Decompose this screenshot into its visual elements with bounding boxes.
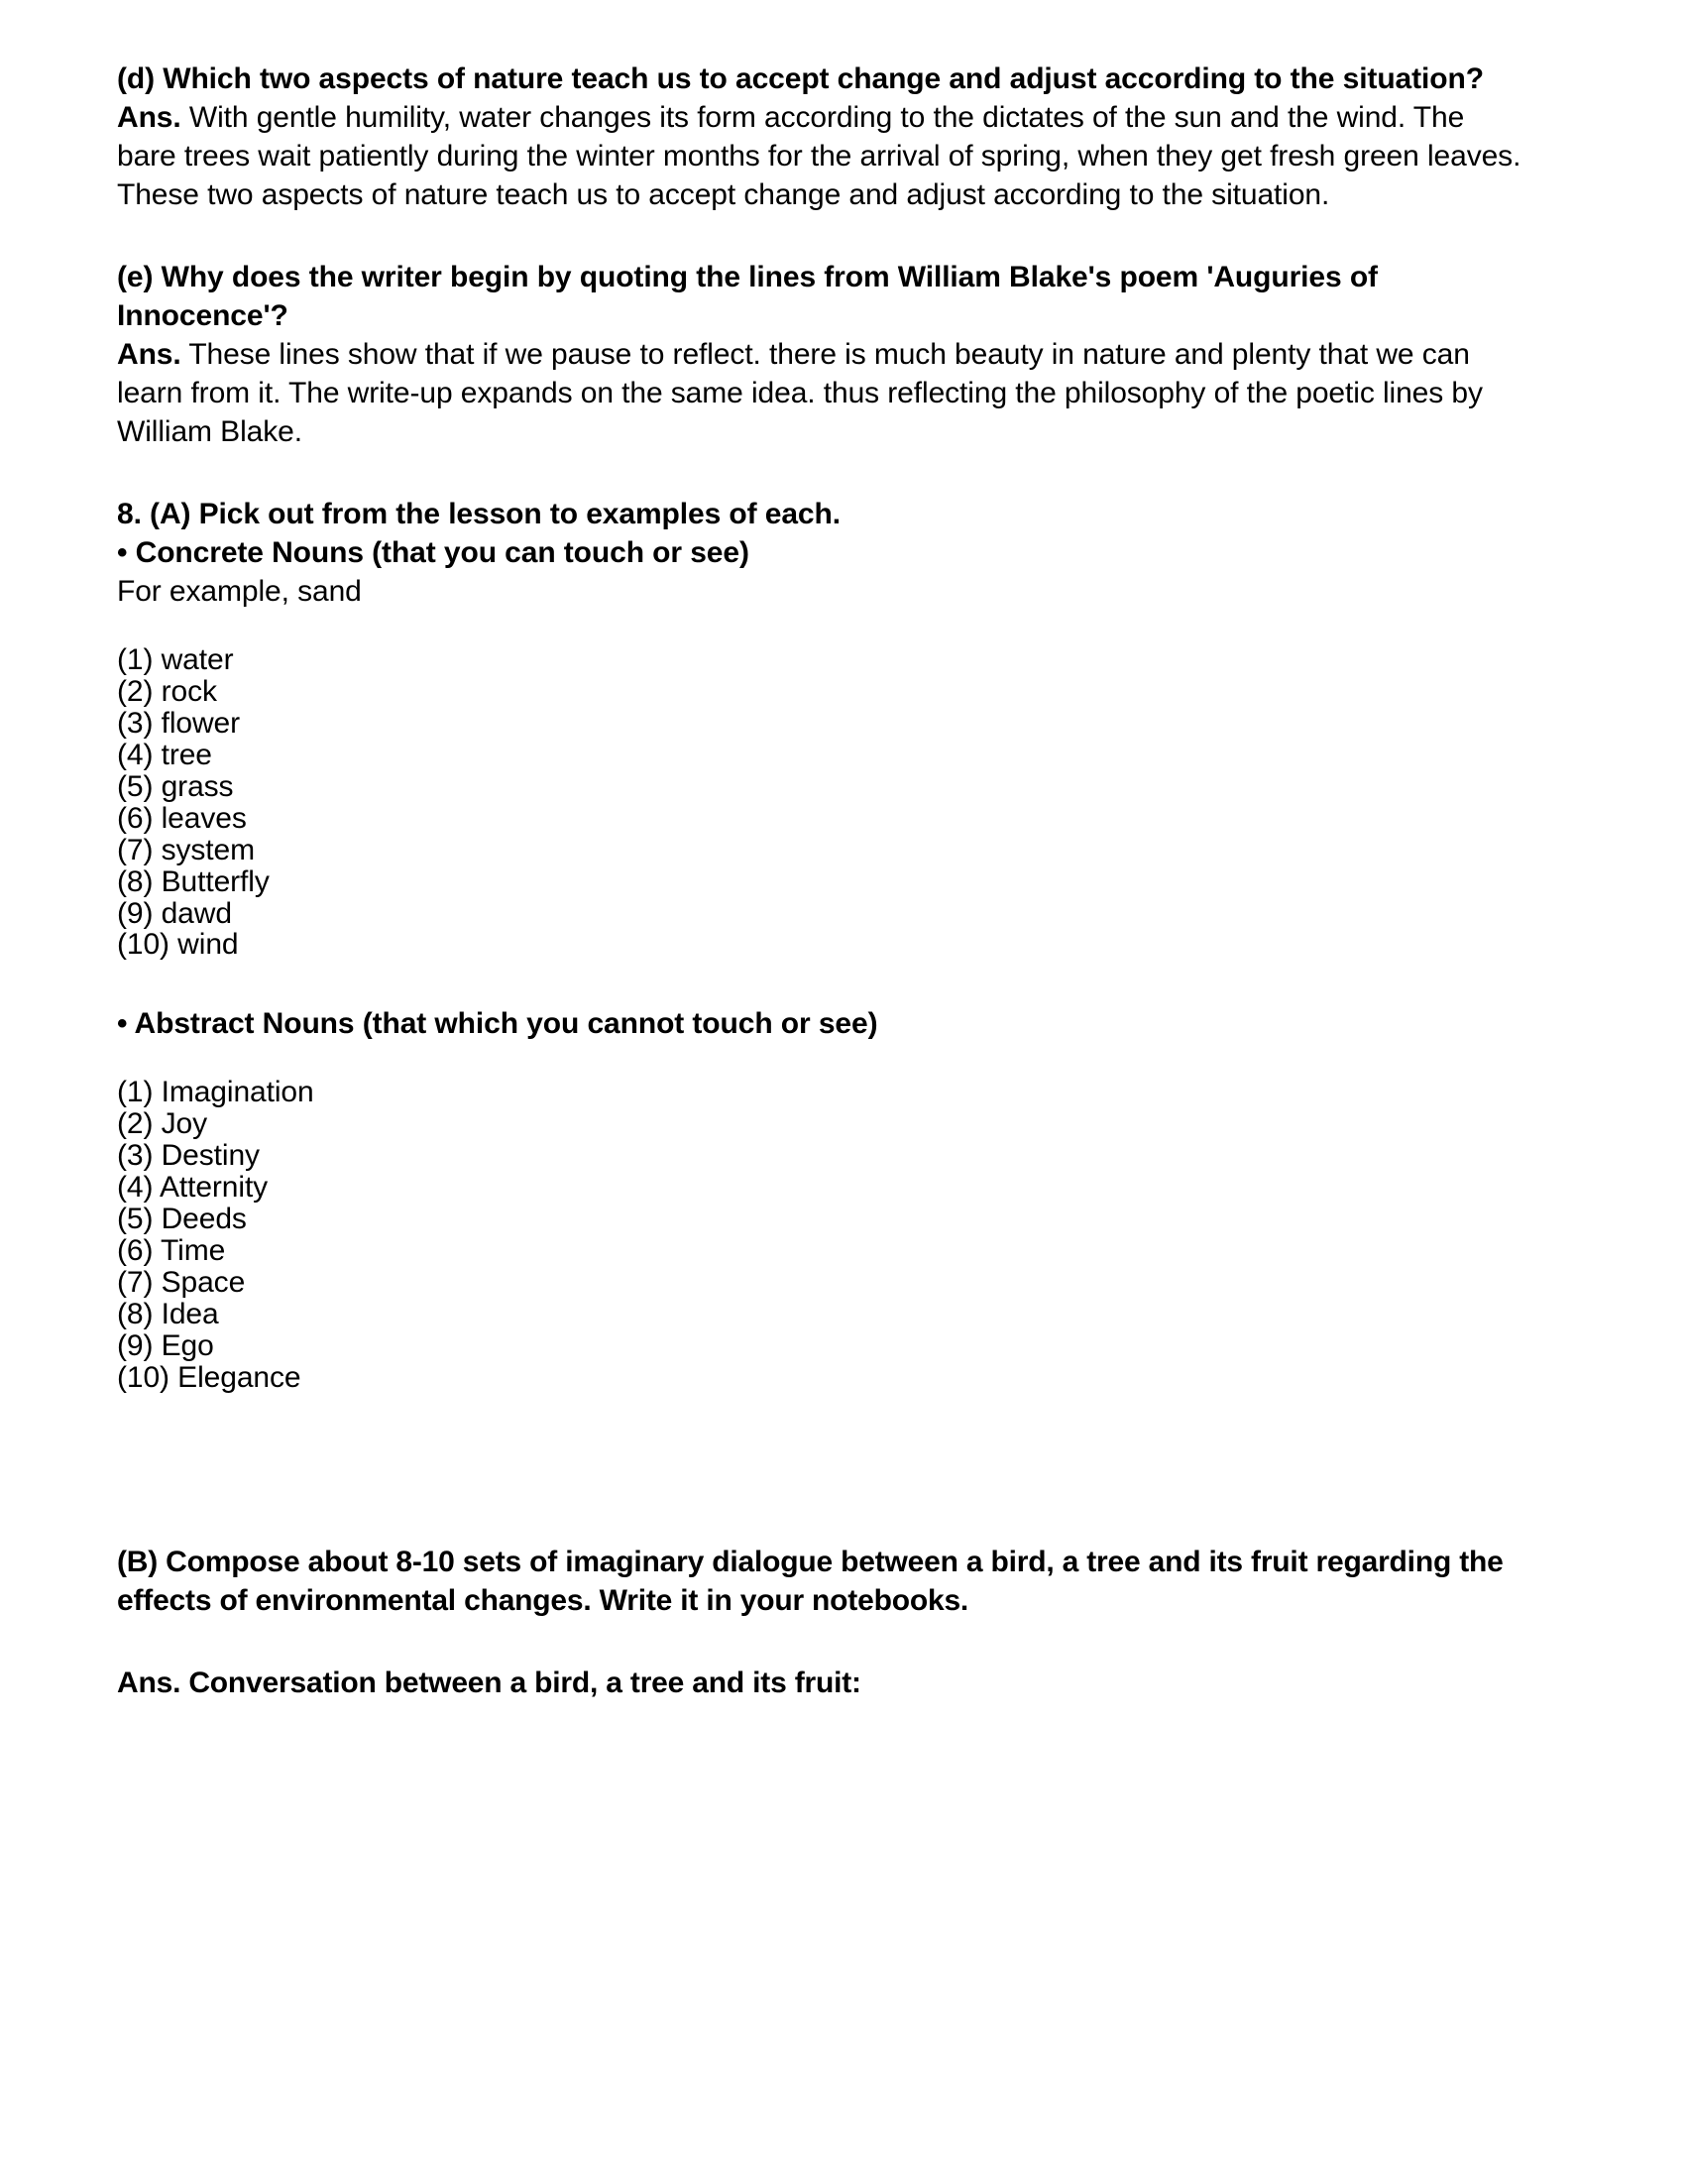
list-item: (9) dawd — [117, 896, 232, 930]
list-item: (1) water — [117, 643, 234, 676]
concrete-nouns-example: For example, sand — [117, 575, 362, 608]
question-d-block — [117, 59, 1529, 214]
question-d-heading — [117, 59, 1529, 98]
part-b-prompt-line1: (B) Compose about 8-10 sets of imaginary dialogue between a bird, a tree and its fruit — [117, 1545, 1308, 1578]
question-e-answer — [117, 335, 1529, 451]
answer-label-d: Ans. — [117, 101, 181, 134]
list-item: (2) Joy — [117, 1107, 207, 1141]
list-item: (6) Time — [117, 1234, 226, 1268]
question-d-answer — [117, 98, 1529, 214]
answer-label-e: Ans. — [117, 338, 181, 371]
concrete-nouns-heading: • Concrete Nouns (that you can touch or see) — [117, 536, 749, 569]
list-item: (9) Ego — [117, 1328, 214, 1362]
list-item: (8) Butterfly — [117, 864, 270, 898]
question-e-block — [117, 258, 1529, 451]
part-b-answer: Ans. Conversation between a bird, a tree and its fruit: — [117, 1666, 861, 1699]
spacer-after-question-e — [117, 451, 1529, 495]
list-item: (8) Idea — [117, 1297, 219, 1330]
list-item: (3) flower — [117, 706, 241, 740]
question-8-block — [117, 495, 1529, 1702]
list-item: (1) Imagination — [117, 1076, 314, 1109]
list-item: (7) Space — [117, 1266, 246, 1299]
question-e-heading-line1: (e) Why does the writer begin by quoting the lines from William Blake's poem — [117, 261, 1199, 293]
spacer-before-concrete-list — [117, 611, 1529, 644]
answer-text-e: These lines show that if we pause to reflect. there is much beauty in nature and plenty that we can learn from it. The write-up expands on the same idea. thus reflecting the philosophy of the poetic lines by William Blake. — [117, 338, 1483, 448]
spacer-before-part-b — [117, 1394, 1529, 1543]
abstract-nouns-list — [117, 1077, 1529, 1393]
part-b-prompt-line2: regarding the effects of environmental changes. Write it in your notebooks. — [117, 1545, 1504, 1617]
spacer-before-abstract-list — [117, 1043, 1529, 1077]
question-e-heading — [117, 258, 1529, 335]
list-item: (2) rock — [117, 674, 217, 708]
question-8-title: 8. (A) Pick out from the lesson to examples of each. — [117, 498, 841, 530]
list-item: (10) Elegance — [117, 1360, 301, 1394]
list-item: (6) leaves — [117, 801, 247, 835]
part-b-prompt — [117, 1543, 1529, 1620]
list-item: (3) Destiny — [117, 1139, 260, 1173]
list-item: (7) system — [117, 833, 256, 866]
spacer-before-abstract-heading — [117, 961, 1529, 1004]
spacer-before-part-b-answer — [117, 1620, 1529, 1664]
abstract-nouns-heading: • Abstract Nouns (that which you cannot touch or see) — [117, 1007, 878, 1041]
list-item: (5) grass — [117, 769, 234, 803]
question-e-heading-line2: 'Auguries of Innocence'? — [117, 261, 1378, 332]
spacer-after-question-d — [117, 214, 1529, 258]
concrete-nouns-list — [117, 644, 1529, 961]
question-d-heading-line1: (d) Which two aspects of nature teach us to accept change and adjust according to — [117, 62, 1283, 95]
list-item: (4) tree — [117, 738, 212, 771]
list-item: (10) wind — [117, 928, 239, 962]
list-item: (5) Deeds — [117, 1203, 247, 1236]
question-d-heading-line2: the situation? — [1290, 62, 1484, 95]
answer-text-d: With gentle humility, water changes its form according to the dictates of the sun and the wind. The bare trees wait patiently during the winter months for the arrival of spring, when they get fresh green leaves. These two aspects of nature teach us to accept change and adjust according to the situation. — [117, 101, 1521, 211]
list-item: (4) Atternity — [117, 1171, 269, 1205]
